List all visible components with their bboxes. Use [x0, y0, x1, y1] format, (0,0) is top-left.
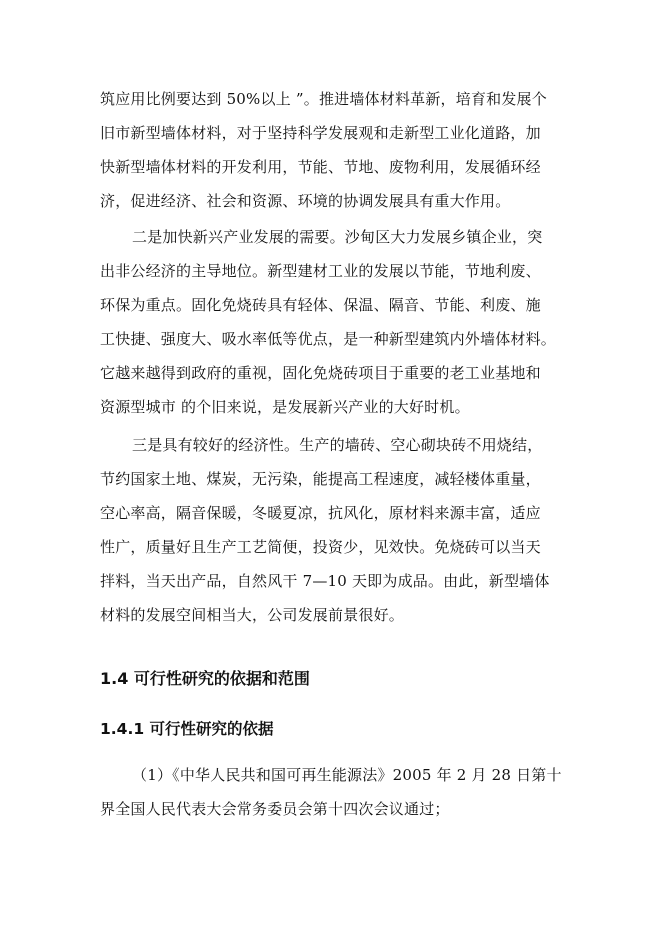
paragraph-legal-basis-item [100, 758, 562, 826]
paragraph-industry-development [100, 220, 562, 424]
text-line: 二是加快新兴产业发展的需要。沙甸区大力发展乡镇企业，突 [132, 228, 543, 246]
text-line: 出非公经济的主导地位。新型建材工业的发展以节能，节地利废、 [100, 262, 541, 280]
text-line: 工快捷、强度大、吸水率低等优点，是一种新型建筑内外墙体材料。 [100, 330, 557, 348]
text-line: 筑应用比例要达到 50%以上 ”。推进墙体材料革新，培育和发展个 [100, 90, 547, 108]
text-line: 济，促进经济、社会和资源、环境的协调发展具有重大作用。 [100, 192, 511, 210]
text-line: 它越来越得到政府的重视，固化免烧砖项目于重要的老工业基地和 [100, 364, 541, 382]
text-line: 拌料，当天出产品，自然风干 7—10 天即为成品。由此，新型墙体 [100, 572, 550, 590]
subsection-heading: 1.4.1 可行性研究的依据 [100, 720, 274, 738]
text-line: 资源型城市 的个旧来说，是发展新兴产业的大好时机。 [100, 398, 470, 416]
paragraph-intro-continuation [100, 82, 562, 218]
text-line: 三是具有较好的经济性。生产的墙砖、空心砌块砖不用烧结， [132, 436, 543, 454]
section-heading: 1.4 可行性研究的依据和范围 [100, 669, 310, 688]
text-line: 空心率高，隔音保暖，冬暖夏凉，抗风化，原材料来源丰富，适应 [100, 504, 541, 522]
text-line: 性广，质量好且生产工艺简便，投资少，见效快。免烧砖可以当天 [100, 538, 541, 556]
text-line: 环保为重点。固化免烧砖具有轻体、保温、隔音、节能、利废、施 [100, 296, 541, 314]
text-line: 快新型墙体材料的开发利用，节能、节地、废物利用，发展循环经 [100, 158, 541, 176]
text-line: 节约国家土地、煤炭，无污染，能提高工程速度，减轻楼体重量， [100, 470, 541, 488]
text-line: 旧市新型墙体材料，对于坚持科学发展观和走新型工业化道路，加 [100, 124, 541, 142]
text-line: 界全国人民代表大会常务委员会第十四次会议通过； [100, 800, 450, 818]
text-line: 材料的发展空间相当大，公司发展前景很好。 [100, 606, 405, 624]
paragraph-economic-benefit [100, 428, 562, 632]
text-line: （1）《中华人民共和国可再生能源法》2005 年 2 月 28 日第十 [132, 766, 562, 784]
